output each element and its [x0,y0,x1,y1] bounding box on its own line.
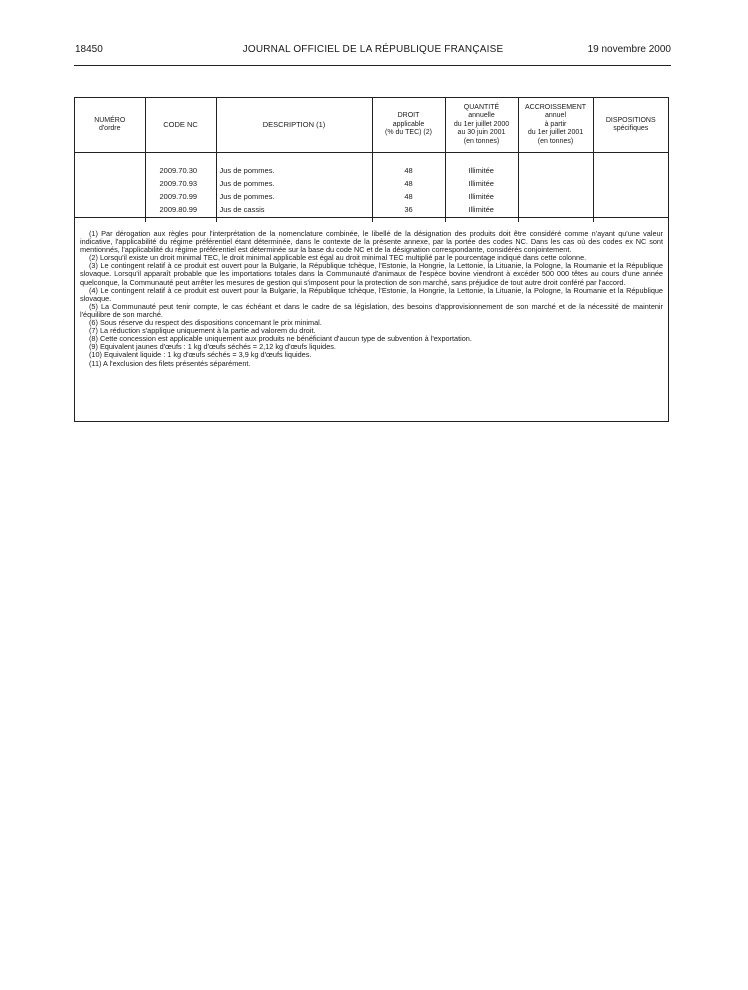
code-nc-cell [145,153,216,223]
footnote: (6) Sous réserve du respect des dispositions concernant le prix minimal. [89,318,322,328]
col-header-code-nc: CODE NC [145,98,216,153]
publication-date: 19 novembre 2000 [587,44,671,55]
footnote: (3) Le contingent relatif à ce produit est ouvert pour la Bulgarie, la République tchèque, l'Estonie, la Hongrie, la Lettonie, la Lituanie, la Pologne, la Roumanie et la République slovaque. Lorsqu'il apparaît probable que les importations totales dans la Communauté d'animaux de l'espèce bovine viendront à excéder 500 000 têtes au cours d'une année quelconque, la Communauté peut arrêter les mesures de gestion qui s'imposent pour la protection de son marché, sans préjudice de tout autre droit conféré par l'accord. [80,261,663,287]
quantite-value: Illimitée [468,192,494,201]
table-body-row [75,153,668,223]
col-header-droit: DROIT applicable (% du TEC) (2) [372,98,445,153]
journal-title: JOURNAL OFFICIEL DE LA RÉPUBLIQUE FRANÇAISE [242,44,504,55]
footnote: (7) La réduction s'applique uniquement à la partie ad valorem du droit. [89,326,316,336]
droit-value: 36 [404,205,413,214]
code-nc-value: 2009.70.99 [159,192,198,201]
code-nc-value: 2009.80.99 [159,205,198,214]
code-nc-value: 2009.70.30 [159,166,198,175]
description-value: Jus de pommes. [219,192,275,201]
description-value: Jus de cassis [219,205,265,214]
description-value: Jus de pommes. [219,179,275,188]
col-header-quantite: QUANTITÉ annuelle du 1er juillet 2000 au 30 juin 2001 (en tonnes) [445,98,518,153]
accroissement-cell [518,153,593,223]
quantite-value: Illimitée [468,166,494,175]
droit-value: 48 [404,166,413,175]
footnote: (4) Le contingent relatif à ce produit est ouvert pour la Bulgarie, la République tchèque, l'Estonie, la Hongrie, la Lettonie, la Lituanie, la Pologne, la Roumanie et la République slovaque. [80,285,663,303]
footnote: (9) Equivalent jaunes d'œufs : 1 kg d'œufs séchés = 2,12 kg d'œufs liquides. [89,342,336,352]
code-nc-value: 2009.70.93 [159,179,198,188]
droit-cell [372,153,445,223]
footnote: (1) Par dérogation aux règles pour l'interprétation de la nomenclature combinée, le libellé de la désignation des produits doit être considéré comme n'ayant qu'une valeur indicative, l'applicabilité du régime préférentiel étant déterminée, dans le contexte de la présente annexe, par la portée des codes NC. Dans les cas où des codes ex NC sont mentionnés, l'applicabilité du régime préférentiel est déterminée sur la base du code NC et de la désignation correspondante, considérés conjointement. [80,229,663,255]
tariff-box [74,97,669,422]
footnote: (5) La Communauté peut tenir compte, le cas échéant et dans le cadre de sa législation, des besoins d'approvisionnement de son marché et de la nécessité de maintenir l'équilibre de son marché. [80,301,663,319]
table-header-row [75,98,668,153]
description-value: Jus de pommes. [219,166,275,175]
description-cell [216,153,372,223]
page-number: 18450 [75,44,103,55]
col-header-numero: NUMÉRO d'ordre [75,98,145,153]
quantite-value: Illimitée [468,205,494,214]
col-header-accroissement: ACCROISSEMENT annuel à partir du 1er juillet 2001 (en tonnes) [518,98,593,153]
footnote: (11) A l'exclusion des filets présentés séparément. [89,358,251,368]
header-rule [74,65,671,66]
page-header [75,44,671,60]
footnotes [75,217,668,368]
quantite-cell [445,153,518,223]
droit-value: 48 [404,179,413,188]
footnote: (8) Cette concession est applicable uniquement aux produits ne bénéficiant d'aucun type de subvention à l'exportation. [89,334,472,344]
droit-value: 48 [404,192,413,201]
footnote: (2) Lorsqu'il existe un droit minimal TEC, le droit minimal applicable est égal au droit minimal TEC multiplié par le pourcentage indiqué dans cette colonne. [89,253,587,263]
tariff-table [75,98,668,222]
dispositions-cell [593,153,668,223]
col-header-description: DESCRIPTION (1) [216,98,372,153]
footnote: (10) Equivalent liquide : 1 kg d'œufs séchés = 3,9 kg d'œufs liquides. [89,350,312,360]
numero-cell [75,153,145,223]
col-header-dispositions: DISPOSITIONS spécifiques [593,98,668,153]
quantite-value: Illimitée [468,179,494,188]
